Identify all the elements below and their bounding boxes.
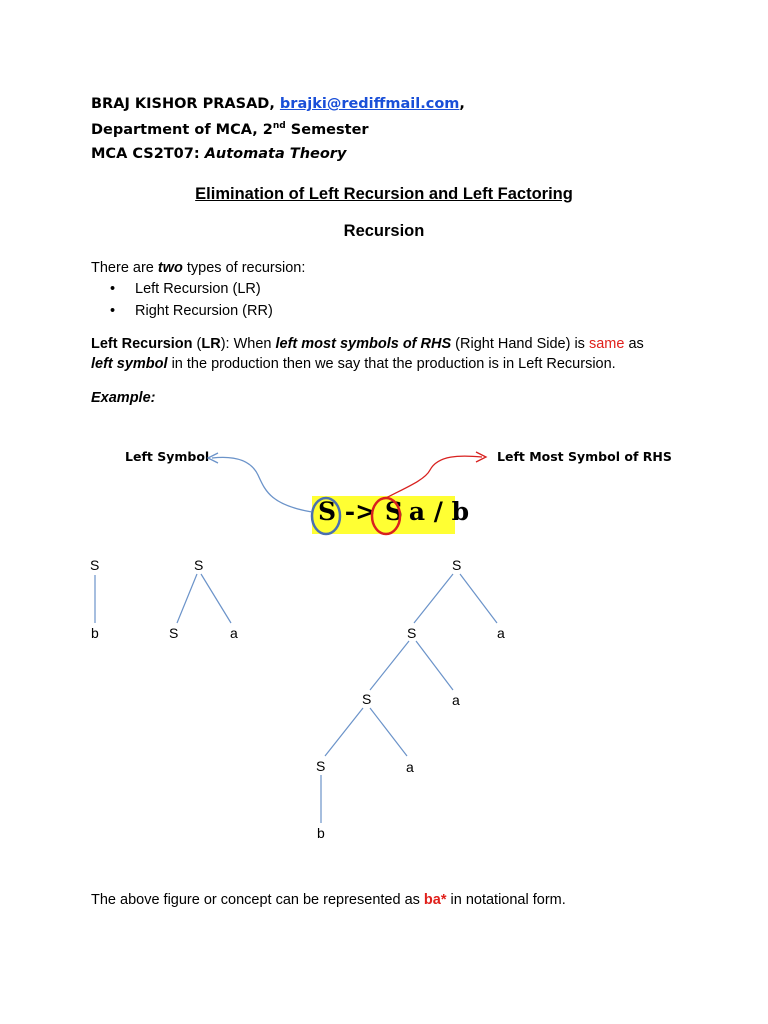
intro-emphasis: two (157, 260, 183, 276)
intro-pre: There are (91, 260, 158, 276)
example-label-text: Example: (91, 390, 156, 406)
course-name: Automata Theory (204, 146, 347, 162)
tree3-node: S (316, 758, 326, 774)
tree2-root: S (194, 557, 204, 573)
conclusion-post: in notational form. (446, 892, 566, 908)
definition-emphasis-2: left symbol (91, 356, 168, 372)
definition-mid: (Right Hand Side) is (451, 336, 589, 352)
production-rhs-first: S (384, 497, 403, 526)
intro-post: types of recursion: (182, 260, 306, 276)
tree2-edge-right (201, 574, 231, 623)
page-title: Elimination of Left Recursion and Left Factoring (195, 185, 573, 203)
conclusion-pre: The above figure or concept can be represented as (91, 892, 424, 908)
ordinal-suffix: nd (272, 121, 286, 131)
left-symbol-circle (312, 498, 340, 534)
semester-text: Semester (285, 121, 369, 138)
rhs-symbol-circle (372, 498, 400, 534)
tree3-edge (370, 641, 409, 690)
same-word: same (588, 336, 625, 352)
production-lhs: S (318, 497, 337, 526)
tree3-node: b (317, 825, 325, 841)
tree3-edge (416, 641, 453, 690)
tree3-edge (325, 708, 363, 756)
left-most-symbol-label: Left Most Symbol of RHS (497, 449, 672, 464)
course-code: MCA CS2T07: (91, 146, 205, 162)
list-item-text: Right Recursion (RR) (135, 303, 273, 319)
tree3-edge (460, 574, 497, 623)
tree3-edge (370, 708, 407, 756)
bullet-icon: • (110, 303, 116, 319)
author-name: BRAJ KISHOR PRASAD, (91, 96, 275, 112)
definition-rest: in the production then we say that the production is in Left Recursion. (167, 356, 616, 372)
tree3-node: a (497, 625, 505, 641)
email-link[interactable]: brajki@rediffmail.com (279, 96, 460, 112)
notation: ba* (423, 892, 447, 908)
tree2-right: a (230, 625, 238, 641)
paren-open: ( (192, 336, 202, 352)
tree2-left: S (169, 625, 179, 641)
paren-close: ): When (220, 336, 276, 352)
tree1-leaf: b (91, 625, 99, 641)
tree3-node: a (452, 692, 460, 708)
tree1-root: S (90, 557, 100, 573)
conclusion-text (91, 892, 566, 908)
email-suffix: , (459, 96, 465, 112)
tree2-edge-left (177, 574, 197, 623)
tree3-edge (414, 574, 453, 623)
tree3-node: S (407, 625, 417, 641)
tree3-node: a (406, 759, 414, 775)
definition-as: as (624, 336, 644, 352)
production-rhs-rest: a / b (408, 497, 470, 526)
left-symbol-label: Left Symbol (125, 449, 210, 464)
definition-term: Left Recursion (91, 336, 193, 352)
tree3-node: S (362, 691, 372, 707)
tree3-node: S (452, 557, 462, 573)
left-symbol-arrow (212, 457, 312, 512)
section-title: Recursion (343, 222, 425, 240)
department-text: Department of MCA, 2 (91, 121, 273, 138)
definition-emphasis-1: left most symbols of RHS (275, 336, 452, 352)
rhs-symbol-arrow (386, 456, 482, 498)
production-arrow: -> (344, 497, 377, 526)
bullet-icon: • (110, 281, 116, 297)
list-item-text: Left Recursion (LR) (135, 281, 261, 297)
definition-abbr: LR (201, 336, 221, 352)
